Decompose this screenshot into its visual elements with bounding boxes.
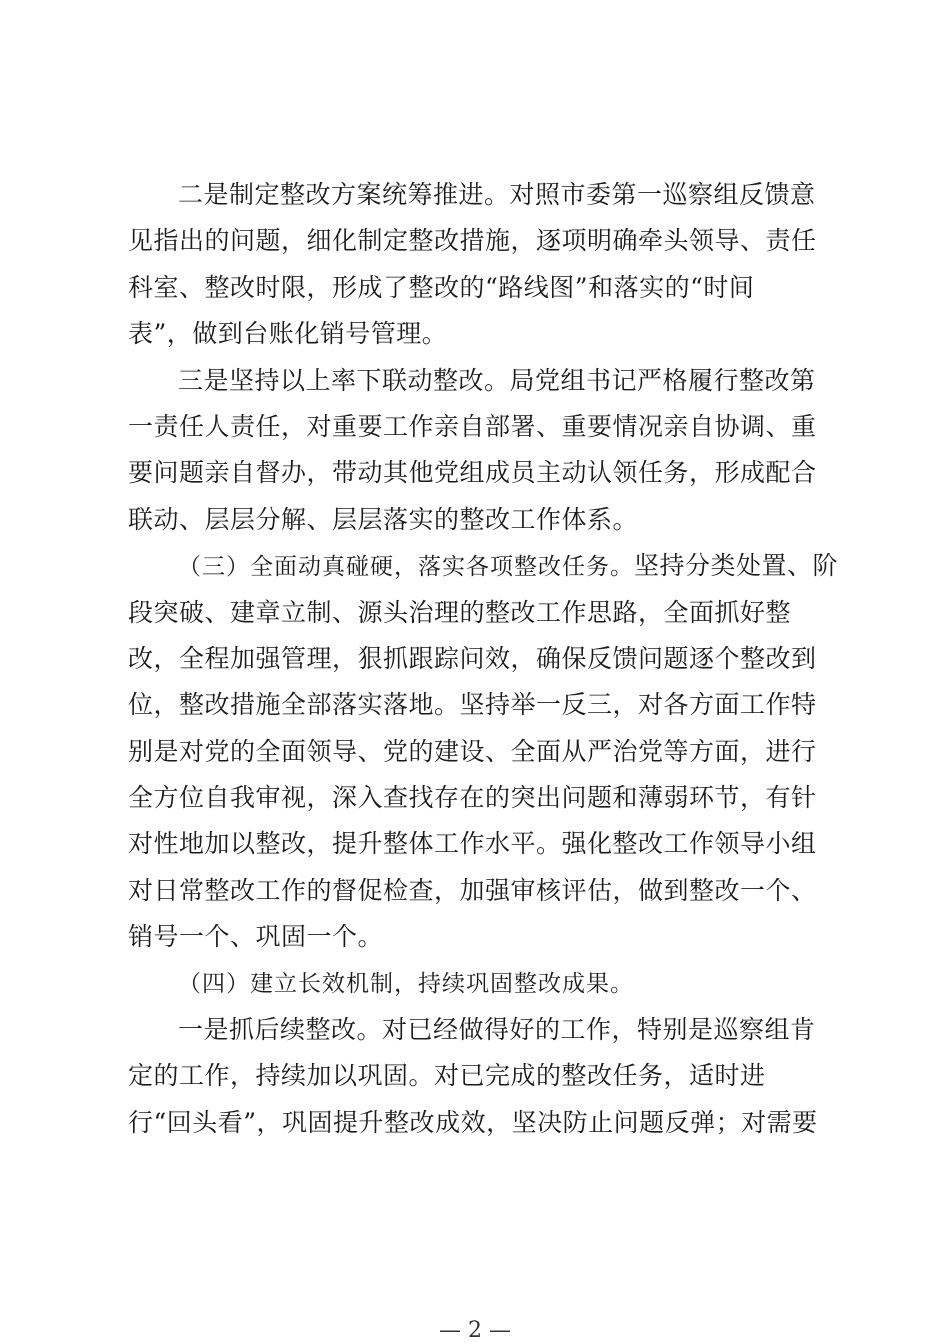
text-line: 对日常整改工作的督促检查，加强审核评估，做到整改一个、 <box>128 875 817 905</box>
page-number: — 2 — <box>439 1318 511 1343</box>
body-text <box>128 172 838 1146</box>
text-line: 定的工作，持续加以巩固。对已完成的整改任务，适时进 <box>128 1061 766 1091</box>
text-line: 要问题亲自督办，带动其他党组成员主动认领任务，形成配合 <box>128 458 817 488</box>
text-line: 科室、整改时限，形成了整改的“路线图”和落实的“时间 <box>128 272 755 302</box>
paragraph-section-four <box>128 961 838 1007</box>
paragraph-rectification-plan <box>128 172 838 358</box>
text-line: 位，整改措施全部落实落地。坚持举一反三，对各方面工作特 <box>128 690 817 720</box>
text-line: 一是抓后续整改。对已经做得好的工作，特别是巡察组肯 <box>178 1015 816 1045</box>
text-line: 别是对党的全面领导、党的建设、全面从严治党等方面，进行 <box>128 736 817 766</box>
paragraph-top-down-linkage <box>128 358 838 544</box>
text-run: 坚持分类处置、阶 <box>634 551 839 581</box>
text-line: 三是坚持以上率下联动整改。局党组书记严格履行整改第 <box>178 365 816 395</box>
text-line: 二是制定整改方案统筹推进。对照市委第一巡察组反馈意 <box>178 180 816 209</box>
text-line: 销号一个、巩固一个。 <box>128 922 384 952</box>
text-line: 全方位自我审视，深入查找存在的突出问题和薄弱环节，有针 <box>128 783 817 813</box>
text-line: 行“回头看”，巩固提升整改成效，坚决防止问题反弹；对需要 <box>128 1107 818 1137</box>
text-line: 见指出的问题，细化制定整改措施，逐项明确牵头领导、责任 <box>128 226 817 256</box>
paragraph-section-three <box>128 543 838 961</box>
text-line <box>128 543 838 589</box>
text-line: 段突破、建章立制、源头治理的整改工作思路，全面抓好整 <box>128 597 792 627</box>
text-line: 联动、层层分解、层层落实的整改工作体系。 <box>128 504 639 534</box>
text-line: 表”，做到台账化销号管理。 <box>128 319 448 349</box>
text-line: 一责任人责任，对重要工作亲自部署、重要情况亲自协调、重 <box>128 411 817 441</box>
text-line: 改，全程加强管理，狠抓跟踪问效，确保反馈问题逐个整改到 <box>128 643 817 673</box>
section-heading-three: （三）全面动真碰硬，落实各项整改任务。 <box>178 554 634 581</box>
section-heading-four: （四）建立长效机制，持续巩固整改成果。 <box>178 970 634 997</box>
paragraph-follow-up <box>128 1007 838 1146</box>
text-line: 对性地加以整改，提升整体工作水平。强化整改工作领导小组 <box>128 829 817 859</box>
